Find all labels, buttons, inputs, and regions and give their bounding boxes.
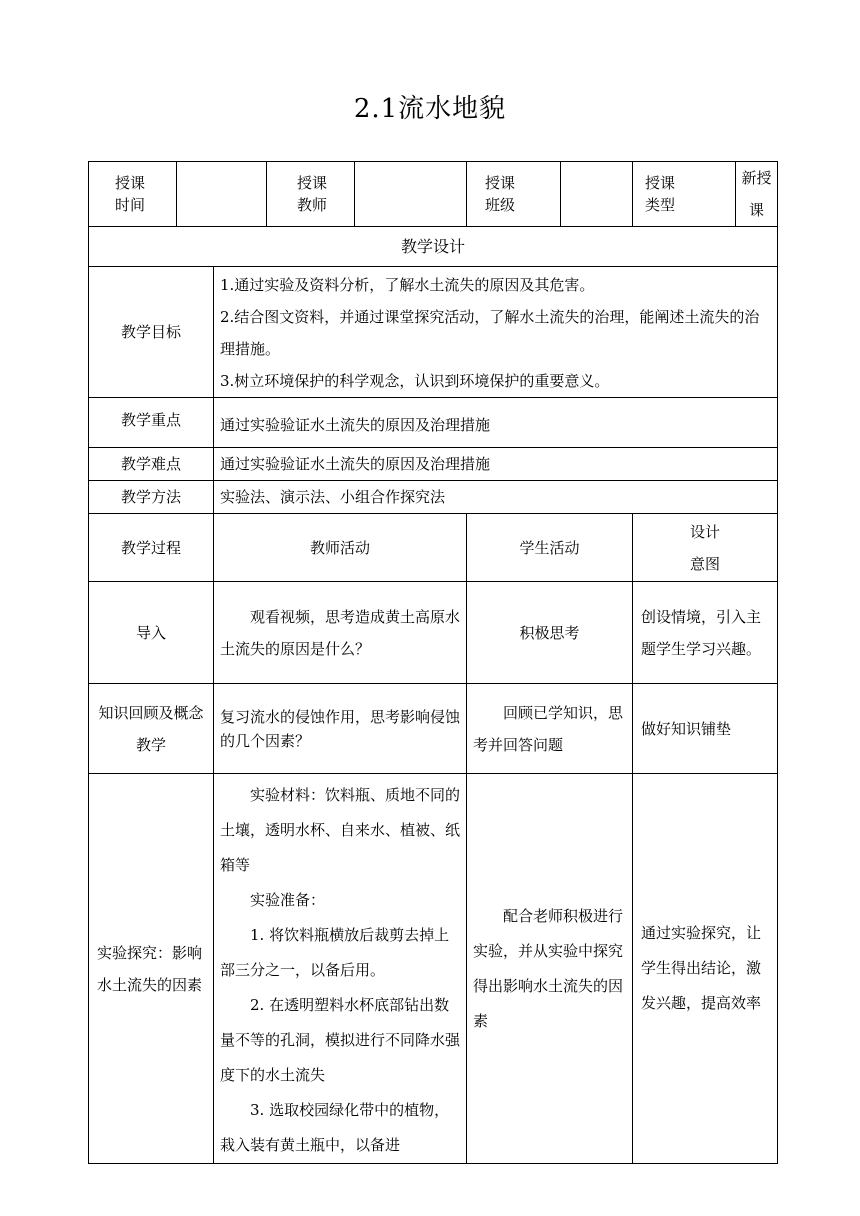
- intent-cell: 创设情境，引入主题学生学习兴趣。: [633, 582, 778, 684]
- difficulty-label: 教学难点: [89, 448, 214, 481]
- objectives-row: [89, 267, 778, 398]
- teacher-paragraph: 3. 选取校园绿化带中的植物，栽入装有黄土瓶中，以备进: [220, 1101, 450, 1154]
- class-label: 授课 班级: [467, 162, 561, 227]
- lesson-plan-table: [88, 161, 778, 1164]
- header-row: [89, 162, 778, 227]
- objective-item: 2.结合图文资料，并通过课堂探究活动，了解水土流失的治理，能阐述土流失的治理措施。: [220, 308, 760, 358]
- teacher-value: [355, 162, 467, 227]
- student-activity-cell: 积极思考: [467, 582, 633, 684]
- stage-cell: 知识回顾及概念教学: [89, 684, 214, 774]
- table-row: [89, 774, 778, 1164]
- objective-item: 1.通过实验及资料分析，了解水土流失的原因及其危害。: [220, 276, 595, 294]
- design-heading: 教学设计: [89, 227, 778, 267]
- objective-item: 3.树立环境保护的科学观念，认识到环境保护的重要意义。: [220, 372, 610, 390]
- key-point-value: 通过实验验证水土流失的原因及治理措施: [214, 398, 778, 448]
- objectives-list: [214, 267, 778, 398]
- objectives-label: 教学目标: [89, 267, 214, 398]
- key-point-label: 教学重点: [89, 398, 214, 448]
- table-row: [89, 582, 778, 684]
- student-activity-cell: 配合老师积极进行实验，并从实验中探究得出影响水土流失的因素: [467, 774, 633, 1164]
- difficulty-value: 通过实验验证水土流失的原因及治理措施: [214, 448, 778, 481]
- table-row: [89, 684, 778, 774]
- intent-cell: 通过实验探究，让学生得出结论，激发兴趣，提高效率: [633, 774, 778, 1164]
- process-header: 教学过程: [89, 514, 214, 582]
- process-header-row: [89, 514, 778, 582]
- teacher-label: 授课 教师: [267, 162, 355, 227]
- type-label: 授课 类型: [633, 162, 736, 227]
- teacher-paragraph: 1. 将饮料瓶横放后裁剪去掉上部三分之一，以备后用。: [220, 926, 450, 979]
- teacher-activity-cell: 复习流水的侵蚀作用，思考影响侵蚀的几个因素？: [214, 684, 467, 774]
- intent-header: 设计 意图: [633, 514, 778, 582]
- time-label: 授课 时间: [89, 162, 177, 227]
- teacher-paragraph: 2. 在透明塑料水杯底部钻出数量不等的孔洞，模拟进行不同降水强度下的水土流失: [220, 996, 461, 1084]
- teacher-paragraph: 实验材料：饮料瓶、质地不同的土壤，透明水杯、自来水、植被、纸箱等: [220, 786, 461, 874]
- teacher-activity-header: 教师活动: [214, 514, 467, 582]
- type-value: 新授课: [736, 162, 778, 227]
- time-value: [177, 162, 267, 227]
- method-label: 教学方法: [89, 481, 214, 514]
- class-value: [561, 162, 633, 227]
- student-activity-header: 学生活动: [467, 514, 633, 582]
- stage-cell: 实验探究：影响水土流失的因素: [89, 774, 214, 1164]
- method-value: 实验法、演示法、小组合作探究法: [214, 481, 778, 514]
- teacher-activity-cell: [214, 774, 467, 1164]
- page-title: 2.1流水地貌: [353, 94, 507, 124]
- intent-cell: 做好知识铺垫: [633, 684, 778, 774]
- student-activity-cell: 回顾已学知识，思考并回答问题: [467, 684, 633, 774]
- teacher-paragraph: 实验准备：: [250, 891, 326, 909]
- teacher-activity-cell: 观看视频，思考造成黄土高原水土流失的原因是什么？: [214, 582, 467, 684]
- stage-cell: 导入: [89, 582, 214, 684]
